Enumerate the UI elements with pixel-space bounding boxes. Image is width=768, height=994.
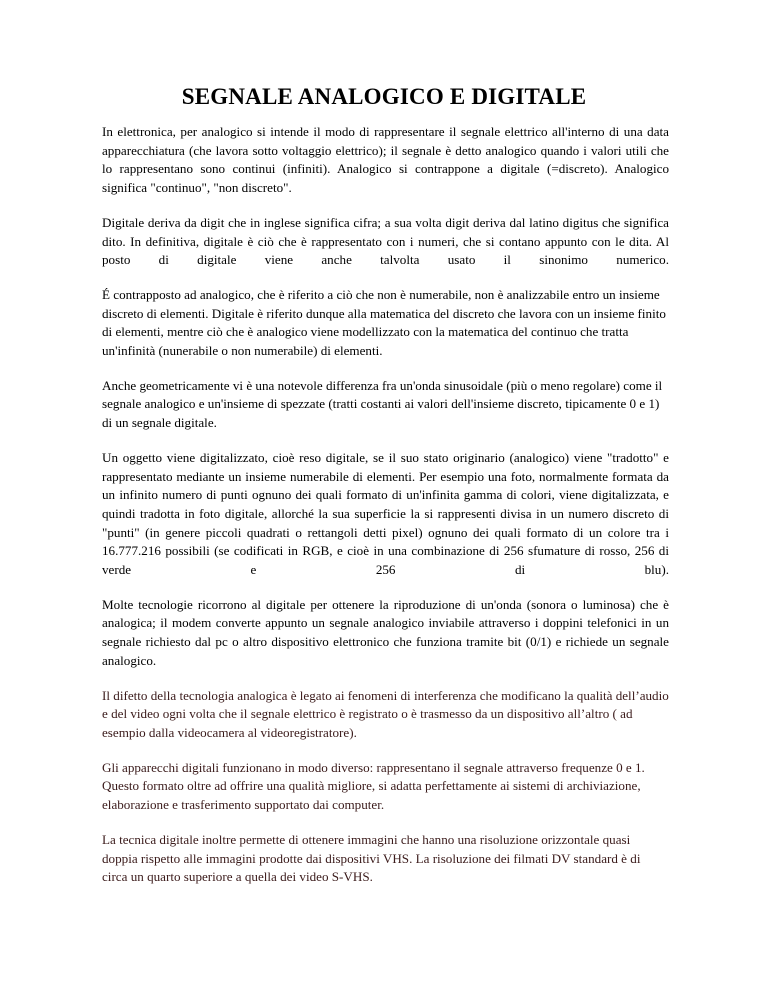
- paragraph-contrapposto: É contrapposto ad analogico, che è riferito a ciò che non è numerabile, non è analizzabile entro un insieme discreto di elementi. Digitale è riferito dunque alla matematica del discreto che lavora con un insieme finito di elementi, mentre ciò che è analogico viene modellizzato con la matematica del continuo che tratta un'infinità (nunerabile o non numerabile) di elementi.: [102, 286, 666, 359]
- paragraph-geometria: Anche geometricamente vi è una notevole differenza fra un'onda sinusoidale (più o meno regolare) come il segnale analogico e un'insieme di spezzate (tratti costanti ai valori dell'insieme discreto, tipicamente 0 e 1) di un segnale digitale.: [102, 377, 663, 431]
- paragraph-analogico-definition: In elettronica, per analogico si intende il modo di rappresentare il segnale elettrico all'interno di una data apparecchiatura (che lavora sotto voltaggio elettrico); il segnale è detto analogico quando i valori utili che lo rappresentano sono continui (infiniti). Analogico si contrappone a digitale (=discreto). Analogico significa "continuo", "non discreto".: [102, 124, 669, 196]
- paragraph-tecnologie-modem: Molte tecnologie ricorrono al digitale per ottenere la riproduzione di un'onda (sonora o luminosa) che è analogica; il modem converte appunto un segnale analogico inviabile attraverso i doppini telefonici in un segnale richiesto dal pc o altro dispositivo elettronico che funziona tramite bit (0/1) e richiede un segnale analogico.: [102, 596, 669, 668]
- document-body: [102, 123, 669, 903]
- paragraph-apparecchi-digitali: Gli apparecchi digitali funzionano in modo diverso: rappresentano il segnale attraverso frequenze 0 e 1. Questo formato oltre ad offrire una qualità migliore, si adatta perfettamente ai sistemi di archiviazione, elaborazione e trasferimento supportato dai computer.: [102, 759, 645, 813]
- paragraph-digitale-etymology: Digitale deriva da digit che in inglese significa cifra; a sua volta digit deriva dal latino digitus che significa dito. In definitiva, digitale è ciò che è rappresentato con i numeri, che si contano appunto con le dita. Al posto di digitale viene anche talvolta usato il sinonimo numerico.: [102, 214, 669, 268]
- paragraph-digitalizzazione: Un oggetto viene digitalizzato, cioè reso digitale, se il suo stato originario (analogico) viene "tradotto" e rappresentato mediante un insieme numerabile di elementi. Per esempio una foto, normalmente formata da un infinito numero di punti ognuno dei quali formato di un'infinita gamma di colori, viene digitalizzata, e quindi tradotta in foto digitale, allorché la sua superficie la si rappresenti divisa in un numero discreto di "punti" (in genere piccoli quadrati o rettangoli detti pixel) ognuno dei quali formato di un colore tra i 16.777.216 possibili (se codificati in RGB, e cioè in una combinazione di 256 sfumature di rosso, 256 di verde e 256 di blu).: [102, 449, 669, 578]
- paragraph-difetto-analogico: Il difetto della tecnologia analogica è legato ai fenomeni di interferenza che modificano la qualità dell’audio e del video ogni volta che il segnale elettrico è registrato o è trasmesso da un dispositivo all’altro ( ad esempio dalla videocamera al videoregistratore).: [102, 687, 669, 740]
- page-title: SEGNALE ANALOGICO E DIGITALE: [181, 84, 587, 109]
- paragraph-tecnica-digitale: La tecnica digitale inoltre permette di ottenere immagini che hanno una risoluzione orizzontale quasi doppia rispetto alle immagini prodotte dai dispositivi VHS. La risoluzione dei filmati DV standard è di circa un quarto superiore a quella dei video S-VHS.: [102, 831, 641, 885]
